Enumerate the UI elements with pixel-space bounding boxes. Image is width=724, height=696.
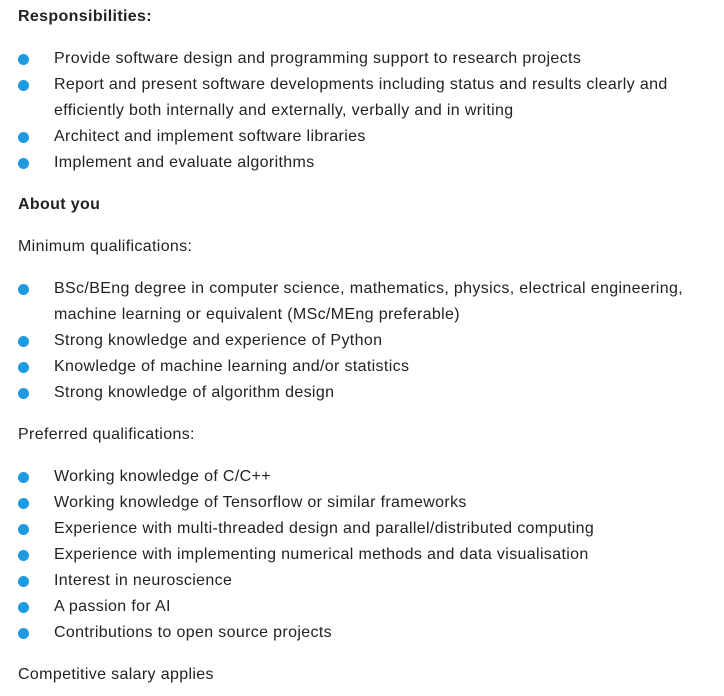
bullet-dot-icon [18, 602, 29, 613]
bullet-dot-icon [18, 80, 29, 91]
list-item: Knowledge of machine learning and/or statistics [18, 354, 724, 380]
list-item: Strong knowledge and experience of Python [18, 328, 724, 354]
list-item: Working knowledge of C/C++ [18, 464, 724, 490]
list-item: Implement and evaluate algorithms [18, 150, 724, 176]
minimum-qualifications-label: Minimum qualifications: [18, 238, 193, 255]
bullet-dot-icon [18, 576, 29, 587]
list-item: Provide software design and programming support to research projects [18, 46, 724, 72]
minimum-qualifications-list [18, 276, 724, 406]
preferred-qualifications-label: Preferred qualifications: [18, 426, 195, 443]
list-item: Experience with implementing numerical methods and data visualisation [18, 542, 724, 568]
salary-note: Competitive salary applies [18, 666, 214, 683]
bullet-dot-icon [18, 54, 29, 65]
list-item: Report and present software developments including status and results clearly and efficiently both internally and externally, verbally and in writing [18, 72, 724, 124]
bullet-dot-icon [18, 362, 29, 373]
responsibilities-heading: Responsibilities: [18, 8, 152, 25]
list-item: Interest in neuroscience [18, 568, 724, 594]
list-item: Experience with multi-threaded design and parallel/distributed computing [18, 516, 724, 542]
bullet-dot-icon [18, 498, 29, 509]
list-item: Working knowledge of Tensorflow or similar frameworks [18, 490, 724, 516]
bullet-dot-icon [18, 550, 29, 561]
bullet-dot-icon [18, 336, 29, 347]
list-item: Architect and implement software libraries [18, 124, 724, 150]
bullet-dot-icon [18, 132, 29, 143]
bullet-dot-icon [18, 628, 29, 639]
bullet-dot-icon [18, 472, 29, 483]
bullet-dot-icon [18, 524, 29, 535]
bullet-dot-icon [18, 388, 29, 399]
preferred-qualifications-list [18, 464, 724, 646]
list-item: Contributions to open source projects [18, 620, 724, 646]
bullet-dot-icon [18, 158, 29, 169]
list-item: Strong knowledge of algorithm design [18, 380, 724, 406]
bullet-dot-icon [18, 284, 29, 295]
list-item: A passion for AI [18, 594, 724, 620]
responsibilities-list [18, 46, 724, 176]
about-you-heading: About you [18, 196, 101, 213]
list-item: BSc/BEng degree in computer science, mathematics, physics, electrical engineering, machine learning or equivalent (MSc/MEng preferable) [18, 276, 724, 328]
